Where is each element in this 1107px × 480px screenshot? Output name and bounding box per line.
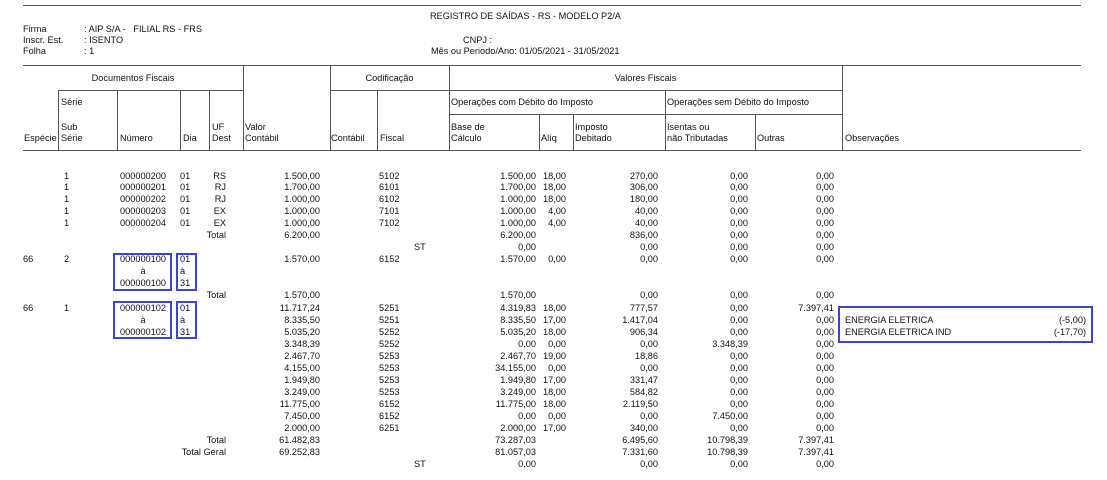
- cell-isentas: 0,00: [730, 206, 748, 216]
- cell-valor: 1.949,80: [284, 375, 320, 385]
- cell-dia: 31: [180, 278, 191, 288]
- cell-base: 11.775,00: [495, 399, 536, 409]
- cell-dia: à: [180, 266, 186, 276]
- col-divider: [665, 90, 666, 150]
- cell-outras: 0,00: [816, 399, 834, 409]
- cell-numero: 000000102: [120, 303, 166, 313]
- cell-base: 0,00: [518, 411, 536, 421]
- cell-uf: EX: [213, 206, 226, 216]
- cell-base: 1.570,00: [500, 254, 536, 264]
- cell-imposto: 180,00: [629, 194, 658, 204]
- cell-base: 1.000,00: [500, 206, 536, 216]
- cell-valor: 1.570,00: [284, 254, 320, 264]
- header-fiscal: Fiscal: [380, 133, 404, 143]
- cell-aliq: 18,00: [543, 303, 566, 313]
- cell-outras: 0,00: [816, 351, 834, 361]
- cell-imposto: 40,00: [635, 206, 658, 216]
- cell-outras: 0,00: [816, 339, 834, 349]
- cell-fiscal: 6152: [379, 254, 400, 264]
- cell-base: 6.200,00: [500, 230, 536, 240]
- cell-fiscal: 7102: [379, 218, 400, 228]
- cell-isentas: 0,00: [730, 399, 748, 409]
- header-dia: Dia: [183, 133, 197, 143]
- cell-imposto: 0,00: [640, 242, 658, 252]
- cell-outras: 0,00: [816, 182, 834, 192]
- cell-valor: 1.570,00: [284, 290, 320, 300]
- inscr-value: : ISENTO: [84, 35, 124, 45]
- cell-valor: 69.252,83: [279, 447, 320, 457]
- cell-dia: 01: [180, 182, 191, 192]
- cell-aliq: 17,00: [543, 423, 566, 433]
- cell-serie: 1: [64, 218, 70, 228]
- cell-imposto: 6.495,60: [622, 435, 658, 445]
- cell-aliq: 0,00: [548, 411, 566, 421]
- cell-aliq: 19,00: [543, 351, 566, 361]
- cell-fiscal: 5251: [379, 315, 400, 325]
- cell-fiscal: 6102: [379, 194, 400, 204]
- top-rule: [23, 5, 1081, 6]
- cell-fiscal: 6251: [379, 423, 400, 433]
- cell-valor: 7.450,00: [284, 411, 320, 421]
- cell-base: 1.949,80: [500, 375, 536, 385]
- cell-base: 1.570,00: [500, 290, 536, 300]
- firma-value: : AIP S/A - FILIAL RS - FRS: [84, 24, 202, 34]
- header-base-calculo: Cálculo: [451, 133, 482, 143]
- header-uf-dest: Dest: [212, 133, 231, 143]
- cell-valor: 2.000,00: [284, 423, 320, 433]
- cell-valor: 61.482,83: [279, 435, 320, 445]
- header-base: Base de: [451, 122, 485, 132]
- cell-aliq: 0,00: [548, 363, 566, 373]
- cell-uf: Total: [206, 290, 226, 300]
- cell-imposto: 906,34: [629, 327, 658, 337]
- header-sub: Sub: [61, 122, 78, 132]
- cell-isentas: 0,00: [730, 194, 748, 204]
- col-divider: [209, 90, 210, 150]
- header-op-com-debito: Operações com Débito do Imposto: [451, 97, 593, 107]
- cell-st: ST: [414, 459, 426, 469]
- header-valor: Valor: [245, 122, 266, 132]
- cell-isentas: 7.450,00: [712, 411, 748, 421]
- cell-base: 2.467,70: [500, 351, 536, 361]
- cell-valor: 3.249,00: [284, 387, 320, 397]
- header-numero: Número: [120, 133, 153, 143]
- cell-especie: 66: [23, 254, 34, 264]
- periodo-label: Mês ou Periodo/Ano: 01/05/2021 - 31/05/2021: [431, 46, 620, 56]
- cnpj-label: CNPJ :: [463, 35, 493, 45]
- highlight-observacoes: [838, 306, 1093, 343]
- cell-base: 4.319,83: [500, 303, 536, 313]
- cell-numero: à: [140, 266, 146, 276]
- col-divider: [117, 90, 118, 150]
- cell-imposto: 340,00: [629, 423, 658, 433]
- cell-dia: à: [180, 315, 186, 325]
- folha-value: : 1: [84, 46, 95, 56]
- cell-especie: 66: [23, 303, 34, 313]
- cell-imposto: 0,00: [640, 254, 658, 264]
- cell-isentas: 0,00: [730, 423, 748, 433]
- cell-fiscal: 5253: [379, 351, 400, 361]
- cell-base: 5.035,20: [500, 327, 536, 337]
- cell-outras: 0,00: [816, 327, 834, 337]
- header-especie: Espécie: [24, 133, 57, 143]
- cell-base: 0,00: [518, 459, 536, 469]
- cell-valor: 1.700,00: [284, 182, 320, 192]
- cell-isentas: 0,00: [730, 327, 748, 337]
- cell-imposto: 0,00: [640, 411, 658, 421]
- cell-uf: RJ: [214, 194, 226, 204]
- header-imposto-debitado: Debitado: [575, 133, 612, 143]
- cell-fiscal: 5253: [379, 375, 400, 385]
- cell-numero: 000000200: [120, 171, 166, 181]
- cell-aliq: 4,00: [548, 206, 566, 216]
- cell-isentas: 0,00: [730, 375, 748, 385]
- cell-base: 1.000,00: [500, 218, 536, 228]
- cell-base: 2.000,00: [500, 423, 536, 433]
- highlight-numero-range-2: [113, 301, 172, 339]
- header-sub-rule-ops: [449, 114, 842, 115]
- cell-valor: 2.467,70: [284, 351, 320, 361]
- header-valor-contabil: Contábil: [245, 133, 279, 143]
- cell-isentas: 0,00: [730, 303, 748, 313]
- cell-outras: 0,00: [816, 423, 834, 433]
- cell-isentas: 0,00: [730, 459, 748, 469]
- folha-label: Folha: [23, 46, 46, 56]
- cell-isentas: 0,00: [730, 315, 748, 325]
- cell-outras: 7.397,41: [798, 447, 834, 457]
- header-observacoes: Observações: [845, 133, 900, 143]
- col-divider: [58, 90, 59, 150]
- cell-fiscal: 5252: [379, 339, 400, 349]
- cell-valor: 1.000,00: [284, 218, 320, 228]
- highlight-dia-range-1: [176, 253, 197, 291]
- cell-fiscal: 5252: [379, 327, 400, 337]
- cell-base: 8.335,50: [500, 315, 536, 325]
- cell-imposto: 40,00: [635, 218, 658, 228]
- cell-imposto: 0,00: [640, 339, 658, 349]
- cell-numero: 000000203: [120, 206, 166, 216]
- cell-outras: 0,00: [816, 206, 834, 216]
- header-uf: UF: [212, 122, 225, 132]
- header-aliq: Alíq: [541, 133, 557, 143]
- cell-valor: 1.000,00: [284, 194, 320, 204]
- firma-label: Firma: [23, 24, 47, 34]
- col-divider: [573, 114, 574, 150]
- cell-serie: 1: [64, 194, 70, 204]
- header-contabil: Contábil: [331, 133, 365, 143]
- cell-serie: 2: [64, 254, 70, 264]
- cell-uf: Total Geral: [181, 447, 226, 457]
- col-divider: [377, 90, 378, 150]
- cell-fiscal: 7101: [379, 206, 400, 216]
- cell-aliq: 18,00: [543, 182, 566, 192]
- cell-valor: 11.717,24: [279, 303, 320, 313]
- header-outras: Outras: [757, 133, 785, 143]
- cell-numero: 000000102: [120, 327, 166, 337]
- cell-outras: 0,00: [816, 254, 834, 264]
- cell-valor: 1.000,00: [284, 206, 320, 216]
- cell-st: ST: [414, 242, 426, 252]
- cell-aliq: 0,00: [548, 254, 566, 264]
- cell-fiscal: 5102: [379, 171, 400, 181]
- col-divider: [180, 90, 181, 150]
- cell-fiscal: 6152: [379, 411, 400, 421]
- cell-isentas: 0,00: [730, 242, 748, 252]
- header-top-rule: [23, 65, 1081, 66]
- cell-imposto: 584,82: [629, 387, 658, 397]
- cell-aliq: 18,00: [543, 399, 566, 409]
- highlight-numero-range-1: [113, 253, 172, 291]
- cell-isentas: 0,00: [730, 254, 748, 264]
- cell-outras: 0,00: [816, 218, 834, 228]
- cell-outras: 0,00: [816, 459, 834, 469]
- cell-isentas: 0,00: [730, 351, 748, 361]
- cell-imposto: 0,00: [640, 363, 658, 373]
- header-isentas: Isentas ou: [667, 122, 710, 132]
- cell-isentas: 0,00: [730, 218, 748, 228]
- cell-outras: 0,00: [816, 230, 834, 240]
- cell-outras: 0,00: [816, 387, 834, 397]
- cell-fiscal: 5251: [379, 303, 400, 313]
- cell-dia: 01: [180, 303, 191, 313]
- cell-numero: 000000202: [120, 194, 166, 204]
- cell-isentas: 0,00: [730, 387, 748, 397]
- cell-aliq: 17,00: [543, 375, 566, 385]
- cell-obs: ENERGIA ELETRICA IND: [845, 327, 952, 337]
- cell-base: 81.057,03: [495, 447, 536, 457]
- cell-isentas: 10.798,39: [707, 447, 748, 457]
- cell-base: 1.000,00: [500, 194, 536, 204]
- cell-outras: 0,00: [816, 242, 834, 252]
- cell-fiscal: 6152: [379, 399, 400, 409]
- cell-uf: Total: [206, 435, 226, 445]
- cell-uf: RJ: [214, 182, 226, 192]
- cell-aliq: 18,00: [543, 387, 566, 397]
- header-sub-rule-cod: [330, 90, 449, 91]
- cell-outras: 0,00: [816, 375, 834, 385]
- cell-serie: 1: [64, 206, 70, 216]
- cell-dia: 01: [180, 206, 191, 216]
- cell-fiscal: 5253: [379, 387, 400, 397]
- cell-numero: 000000201: [120, 182, 166, 192]
- col-divider: [755, 114, 756, 150]
- cell-isentas: 0,00: [730, 290, 748, 300]
- cell-uf: RS: [213, 171, 226, 181]
- cell-aliq: 18,00: [543, 171, 566, 181]
- cell-aliq: 17,00: [543, 315, 566, 325]
- inscr-label: Inscr. Est.: [23, 35, 64, 45]
- cell-imposto: 2.119,50: [622, 399, 658, 409]
- cell-obs-val: (-17,70): [1053, 327, 1086, 337]
- cell-valor: 1.500,00: [284, 171, 320, 181]
- cell-dia: 01: [180, 194, 191, 204]
- cell-imposto: 270,00: [629, 171, 658, 181]
- cell-obs-val: (-5,00): [1058, 315, 1086, 325]
- cell-serie: 1: [64, 303, 70, 313]
- cell-numero: 000000100: [120, 278, 166, 288]
- cell-dia: 01: [180, 254, 191, 264]
- cell-isentas: 0,00: [730, 171, 748, 181]
- header-valores-fiscais: Valores Fiscais: [614, 73, 677, 83]
- cell-imposto: 306,00: [629, 182, 658, 192]
- cell-outras: 0,00: [816, 363, 834, 373]
- cell-numero: 000000204: [120, 218, 166, 228]
- cell-valor: 5.035,20: [284, 327, 320, 337]
- cell-uf: Total: [206, 230, 226, 240]
- cell-imposto: 0,00: [640, 290, 658, 300]
- cell-isentas: 0,00: [730, 182, 748, 192]
- cell-serie: 1: [64, 171, 70, 181]
- cell-base: 73.287,03: [495, 435, 536, 445]
- cell-fiscal: 6101: [379, 182, 400, 192]
- cell-outras: 0,00: [816, 171, 834, 181]
- header-sub-serie: Série: [61, 133, 83, 143]
- cell-base: 1.500,00: [500, 171, 536, 181]
- cell-valor: 8.335,50: [284, 315, 320, 325]
- cell-base: 34.155,00: [495, 363, 536, 373]
- header-bottom-rule: [23, 150, 1081, 151]
- cell-outras: 0,00: [816, 194, 834, 204]
- cell-aliq: 0,00: [548, 339, 566, 349]
- cell-outras: 0,00: [816, 411, 834, 421]
- cell-valor: 4.155,00: [284, 363, 320, 373]
- header-documentos-fiscais: Documentos Fiscais: [91, 73, 175, 83]
- cell-aliq: 4,00: [548, 218, 566, 228]
- cell-isentas: 3.348,39: [712, 339, 748, 349]
- report-title: REGISTRO DE SAÍDAS - RS - MODELO P2/A: [430, 11, 621, 21]
- cell-isentas: 0,00: [730, 363, 748, 373]
- cell-dia: 01: [180, 218, 191, 228]
- cell-base: 3.249,00: [500, 387, 536, 397]
- col-divider: [243, 65, 244, 150]
- header-sub-rule-left: [58, 90, 243, 91]
- cell-outras: 0,00: [816, 290, 834, 300]
- cell-uf: EX: [213, 218, 226, 228]
- cell-imposto: 331,47: [629, 375, 658, 385]
- cell-imposto: 18,86: [635, 351, 658, 361]
- cell-isentas: 10.798,39: [707, 435, 748, 445]
- highlight-dia-range-2: [176, 301, 197, 339]
- cell-imposto: 1.417,04: [622, 315, 658, 325]
- cell-imposto: 777,57: [629, 303, 658, 313]
- cell-isentas: 0,00: [730, 230, 748, 240]
- col-divider: [539, 114, 540, 150]
- header-op-sem-debito: Operações sem Débito do Imposto: [667, 97, 809, 107]
- header-isentas-nao-tributadas: não Tributadas: [667, 133, 728, 143]
- header-imposto: Imposto: [575, 122, 608, 132]
- cell-aliq: 18,00: [543, 327, 566, 337]
- cell-aliq: 18,00: [543, 194, 566, 204]
- cell-base: 0,00: [518, 242, 536, 252]
- header-codificacao: Codificação: [365, 73, 414, 83]
- cell-valor: 3.348,39: [284, 339, 320, 349]
- cell-imposto: 836,00: [629, 230, 658, 240]
- cell-dia: 31: [180, 327, 191, 337]
- cell-obs: ENERGIA ELETRICA: [845, 315, 934, 325]
- cell-serie: 1: [64, 182, 70, 192]
- col-divider: [842, 65, 843, 150]
- header-sub-rule-valores: [449, 90, 842, 91]
- cell-base: 0,00: [518, 339, 536, 349]
- cell-numero: 000000100: [120, 254, 166, 264]
- cell-outras: 0,00: [816, 315, 834, 325]
- cell-valor: 6.200,00: [284, 230, 320, 240]
- cell-imposto: 7.331,60: [622, 447, 658, 457]
- cell-valor: 11.775,00: [279, 399, 320, 409]
- cell-outras: 7.397,41: [798, 303, 834, 313]
- cell-numero: à: [140, 315, 146, 325]
- cell-fiscal: 5253: [379, 363, 400, 373]
- cell-outras: 7.397,41: [798, 435, 834, 445]
- cell-base: 1.700,00: [500, 182, 536, 192]
- header-serie: Série: [61, 97, 83, 107]
- cell-dia: 01: [180, 171, 191, 181]
- cell-imposto: 0,00: [640, 459, 658, 469]
